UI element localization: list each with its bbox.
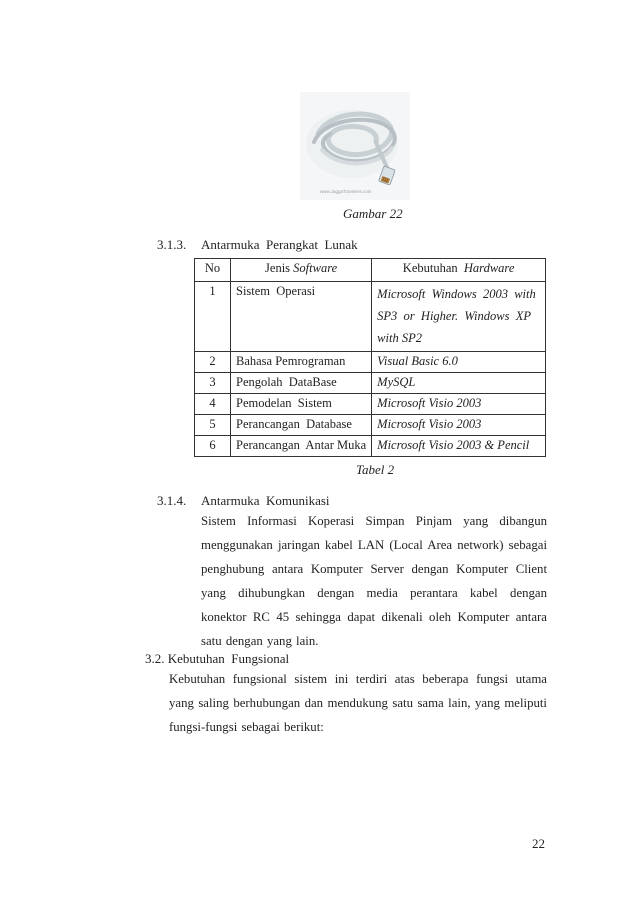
row-software: Perancangan Antar Muka — [231, 436, 372, 457]
row-no: 3 — [195, 373, 231, 394]
row-software: Pengolah DataBase — [231, 373, 372, 394]
row-hardware: MySQL — [372, 373, 546, 394]
section-heading-32: 3.2. Kebutuhan Fungsional — [145, 651, 290, 666]
section-314-paragraph: Sistem Informasi Koperasi Simpan Pinjam yang dibangun menggunakan jaringan kabel LAN (Local Area network) sebagai penghubung antara Komputer Server dengan Komputer Client yang dihubungkan dengan media perantara kabel dengan konektor RC 45 sehingga dapat dikenali oleh Komputer antara satu dengan yang lain. — [201, 514, 547, 648]
photo-watermark: www.JaggaTravelers.com — [320, 189, 372, 194]
row-no: 6 — [195, 436, 231, 457]
row-no: 2 — [195, 352, 231, 373]
row-hardware: Microsoft Visio 2003 — [372, 394, 546, 415]
header-hardware: Kebutuhan Hardware — [372, 259, 546, 282]
table-row — [195, 373, 546, 394]
section-32-paragraph: Kebutuhan fungsional sistem ini terdiri atas beberapa fungsi utama yang saling berhubungan dan mendukung satu sama lain, yang meliputi fungsi-fungsi sebagai berikut: — [169, 672, 547, 734]
table-row — [195, 436, 546, 457]
table-row — [195, 394, 546, 415]
section-number-314: 3.1.4. — [157, 493, 187, 508]
table-header-row — [195, 259, 546, 282]
row-hardware: Microsoft Visio 2003 & Pencil — [372, 436, 546, 457]
row-no: 5 — [195, 415, 231, 436]
network-cable-photo — [300, 92, 410, 200]
section-number-313: 3.1.3. — [157, 237, 187, 252]
figure-caption: Gambar 22 — [343, 206, 403, 221]
section-title-313: Antarmuka Perangkat Lunak — [201, 237, 358, 252]
requirements-table — [194, 258, 546, 457]
row-no: 4 — [195, 394, 231, 415]
table-row — [195, 415, 546, 436]
page-number: 22 — [532, 836, 545, 851]
section-title-314: Antarmuka Komunikasi — [201, 493, 330, 508]
header-software: Jenis Software — [231, 259, 372, 282]
row-hardware: Microsoft Visio 2003 — [372, 415, 546, 436]
header-no: No — [195, 259, 231, 282]
network-cable-icon — [300, 92, 410, 200]
table-row — [195, 352, 546, 373]
row-software: Sistem Operasi — [231, 282, 372, 352]
table-row — [195, 282, 546, 352]
row-hardware: Visual Basic 6.0 — [372, 352, 546, 373]
row-hardware: Microsoft Windows 2003 with SP3 or Higher. Windows XP with SP2 — [372, 282, 546, 352]
row-software: Perancangan Database — [231, 415, 372, 436]
row-no: 1 — [195, 282, 231, 352]
row-software: Bahasa Pemrograman — [231, 352, 372, 373]
table-caption: Tabel 2 — [356, 462, 395, 477]
row-software: Pemodelan Sistem — [231, 394, 372, 415]
